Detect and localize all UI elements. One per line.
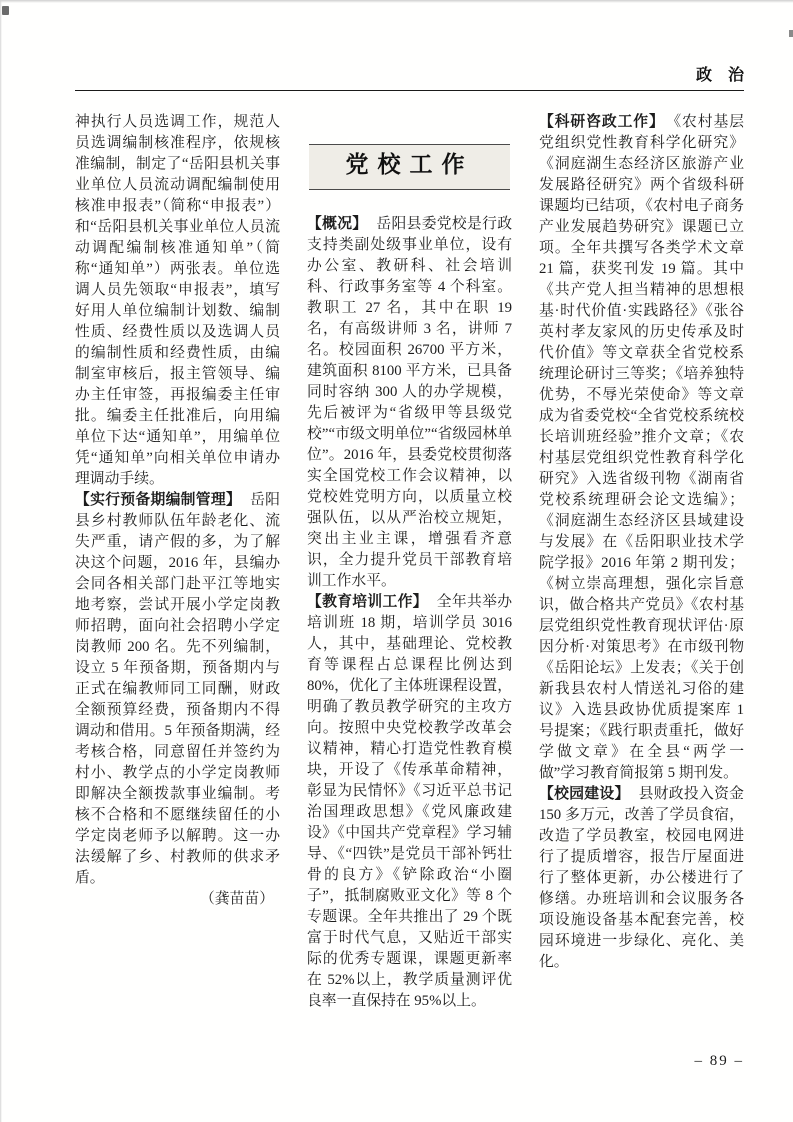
column-left	[75, 112, 280, 1012]
entry-text: 县财政投入资金 150 多万元，改善了学员食宿，改造了学员教室，校园电网进行了提质增容，报告厅屋面进行了整体更新，办公楼进行了修缮。办班培训和会议服务各项设施设备基本配套完善，校园环境进一步绿化、亮化、美化。	[539, 786, 744, 970]
entry-heading: 【校园建设】	[539, 786, 630, 802]
scan-artifact-top-left	[2, 6, 9, 15]
entry-education-training	[307, 592, 512, 1012]
entry-text: 岳阳县委党校是行政支持类副处级事业单位，设有办公室、教研科、社会培训科、行政事务室等 4 个科室。教职工 27 名，其中在职 19 名，有高级讲师 3 名，讲师 7 名。校园面积 26700 平方米，建筑面积 8100 平方米，已具备同时容纳 300 人的办学规模，先后被评为“省级甲等县级党校”“市级文明单位”“省级园林单位”。2016 年，县委党校贯彻落实全国党校工作会议精神，以党校姓党明方向，以质量立校强队伍，以从严治校立规矩，突出主业主课，增强看齐意识，全力提升党员干部教育培训工作水平。	[307, 216, 512, 589]
entry-text: 《农村基层党组织党性教育科学化研究》《洞庭湖生态经济区旅游产业发展路径研究》两个省级科研课题均已结项，《农村电子商务产业发展趋势研究》课题已立项。全年共撰写各类学术文章 21 篇，获奖刊发 19 篇。其中《共产党人担当精神的思想根基·时代价值·实践路径》《张谷英村孝友家风的历史传承及时代价值》等文章获全省党校系统理论研讨三等奖；《培养独特优势，不辱光荣使命》等文章成为省委党校“全省党校系统校长培训班经验”推介文章；《农村基层党组织党性教育科学化研究》入选省级刊物《湖南省党校系统理研会论文选编》；《洞庭湖生态经济区县域建设与发展》在《岳阳职业技术学院学报》2016 年第 2 期刊发；《树立崇高理想，强化宗旨意识，做合格共产党员》《农村基层党组织党性教育现状评估·原因分析·对策思考》在市级刊物《岳阳论坛》上发表；《关于创新我县农村人情送礼习俗的建议》入选县政协优质提案库 1 号提案；《践行职责重托，做好学做文章》在全县“两学一做”学习教育简报第 5 期刊发。	[539, 114, 744, 781]
byline-author: （龚苗苗）	[200, 891, 274, 907]
running-head-section-label: 政 治	[695, 67, 744, 84]
entry-heading: 【科研咨政工作】	[539, 114, 665, 130]
entry-heading: 【概况】	[307, 216, 368, 232]
column-right	[539, 112, 744, 1012]
scan-edge-left	[0, 0, 2, 1122]
entry-heading: 【教育培训工作】	[307, 594, 428, 610]
entry-text: 全年共举办培训班 18 期，培训学员 3016 人，其中，基础理论、党校教育等课程占总课程比例达到 80%，优化了主体班课程设置，明确了教员教学研究的主攻方向。按照中央党校教学改革会议精神，精心打造党性教育模块，开设了《传承革命精神，彰显为民情怀》《习近平总书记治国理政思想》《党风廉政建设》《中国共产党章程》学习辅导、《“四铁”是党员干部补钙壮骨的良方》《铲除政治“小圈子”，抵制腐败亚文化》等 8 个专题课。全年共推出了 29 个既富于时代气息，又贴近干部实际的优秀专题课，课题更新率在 52%以上，教学质量测评优良率一直保持在 95%以上。	[307, 594, 512, 1009]
entry-reserve-period-management	[75, 490, 280, 889]
header-rule	[75, 90, 744, 91]
page-number: – 89 –	[694, 1053, 744, 1069]
entry-heading: 【实行预备期编制管理】	[75, 492, 242, 508]
entry-campus-construction	[539, 784, 744, 973]
page-content	[75, 112, 744, 1012]
entry-text: 岳阳县乡村教师队伍年龄老化、流失严重，请产假的多，为了解决这个问题，2016 年，县编办会同各相关部门赴平江等地实地考察，尝试开展小学定岗教师招聘，面向社会招聘小学定岗教师 200 名。先不列编制，设立 5 年预备期，预备期内与正式在编教师同工同酬，财政全额预算经费，预备期内不得调动和借用。5 年预备期满，经考核合格，同意留任并签约为村小、教学点的小学定岗教师即解决全额拨款事业编制。考核不合格和不愿继续留任的小学定岗老师予以解聘。这一办法缓解了乡、村教师的供求矛盾。	[75, 492, 280, 886]
section-title-box	[309, 144, 510, 190]
column-middle	[307, 112, 512, 1012]
scan-edge-top	[0, 0, 793, 3]
section-title: 党校工作	[345, 152, 474, 177]
entry-overview	[307, 214, 512, 592]
entry-research-consulting	[539, 112, 744, 784]
scan-artifact-top-right	[789, 30, 793, 37]
continuation-paragraph: 神执行人员选调工作，规范人员选调编制核准程序，依规核准编制，制定了“岳阳县机关事业单位人员流动调配编制使用核准申报表”（简称“申报表”）和“岳阳县机关事业单位人员流动调配编制核准通知单”（简称“通知单”）两张表。单位选调人员先领取“申报表”，填写好用人单位编制计划数、编制性质、经费性质以及选调人员的编制性质和经费性质，由编制室审核后，报主管领导、编办主任审签，再报编委主任审批。编委主任批准后，向用编单位下达“通知单”，用编单位凭“通知单”向相关单位申请办理调动手续。	[75, 114, 280, 487]
